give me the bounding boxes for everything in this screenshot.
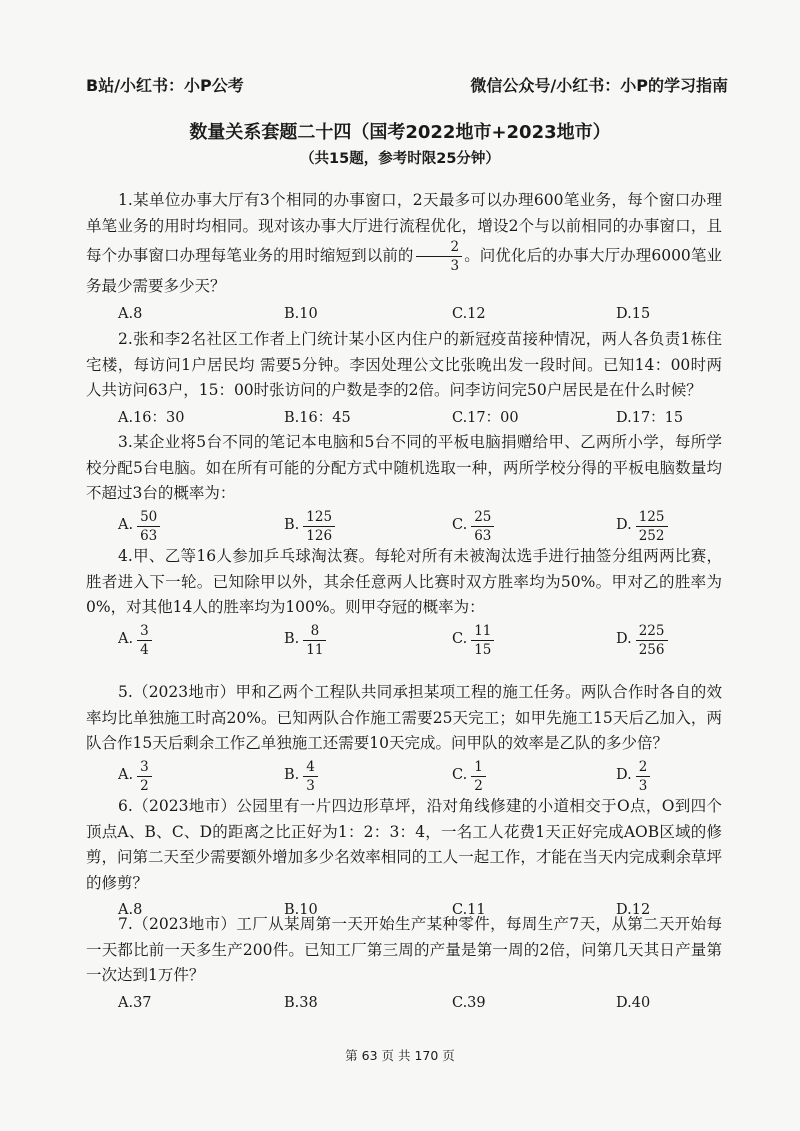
header-left: B站/小红书：小P公考 xyxy=(86,76,244,95)
options-row xyxy=(86,623,722,667)
option-a[interactable]: A.16：30 xyxy=(118,409,185,426)
question-7 xyxy=(86,912,722,1019)
option-b[interactable]: B.38 xyxy=(284,994,318,1011)
question-stem: 2.张和李2名社区工作者上门统计某小区内住户的新冠疫苗接种情况，两人各负责1栋住宅楼，每访问1户居民均 需要5分钟。李因处理公文比张晚出发一段时间。已知14：00时两人共访问63户，15：00时张访问的户数是李的2倍。问李访问完50户居民是在什么时候？ xyxy=(86,330,722,399)
question-stem: 6.（2023地市）公园里有一片四边形草坪，沿对角线修建的小道相交于O点，O到四个顶点A、B、C、D的距离之比正好为1：2：3：4，一名工人花费1天正好完成AOB区域的修剪，问第二天至少需要额外增加多少名效率相同的工人一起工作，才能在当天内完成剩余草坪的修剪？ xyxy=(86,797,722,892)
option-b[interactable]: B. $\frac{4}{3}$ xyxy=(284,759,320,794)
question-6 xyxy=(86,794,722,926)
options-row xyxy=(86,302,722,330)
option-a[interactable]: A. $\frac{3}{2}$ xyxy=(118,759,154,794)
question-4 xyxy=(86,544,722,667)
option-c[interactable]: C. $\frac{11}{15}$ xyxy=(452,623,496,658)
option-a[interactable]: A. $\frac{3}{4}$ xyxy=(118,623,154,658)
option-d[interactable]: D. $\frac{125}{252}$ xyxy=(616,509,670,544)
option-b[interactable]: B.16：45 xyxy=(284,409,351,426)
option-d[interactable]: D. $\frac{225}{256}$ xyxy=(616,623,670,658)
option-c[interactable]: C. $\frac{1}{2}$ xyxy=(452,759,488,794)
question-stem: 7.（2023地市）工厂从某周第一天开始生产某种零件，每周生产7天，从第二天开始每一天都比前一天多生产200件。已知工厂第三周的产量是第一周的2倍，问第几天其日产量第一次达到1万件？ xyxy=(86,915,722,984)
option-c[interactable]: C.39 xyxy=(452,994,486,1011)
option-b[interactable]: B. $\frac{8}{11}$ xyxy=(284,623,328,658)
page-subtitle: （共15题，参考时限25分钟） xyxy=(300,151,500,167)
option-d[interactable]: D.17：15 xyxy=(616,409,684,426)
option-c[interactable]: C.12 xyxy=(452,305,486,322)
question-stem: 3.某企业将5台不同的笔记本电脑和5台不同的平板电脑捐赠给甲、乙两所小学，每所学校分配5台电脑。如在所有可能的分配方式中随机选取一种，两所学校分得的平板电脑数量均不超过3台的概率为： xyxy=(86,433,722,502)
question-stem: 5.（2023地市）甲和乙两个工程队共同承担某项工程的施工任务。两队合作时各自的效率均比单独施工时高20%。已知两队合作施工需要25天完工；如甲先施工15天后乙加入，两队合作15天后剩余工作乙单独施工还需要10天完成。问甲队的效率是乙队的多少倍？ xyxy=(86,683,722,752)
question-stem: 4.甲、乙等16人参加乒乓球淘汰赛。每轮对所有未被淘汰选手进行抽签分组两两比赛，胜者进入下一轮。已知除甲以外，其余任意两人比赛时双方胜率均为50%。甲对乙的胜率为0%，对其他14人的胜率均为100%。则甲夺冠的概率为： xyxy=(86,547,722,616)
option-a[interactable]: A.8 xyxy=(118,902,143,918)
question-1 xyxy=(86,188,722,330)
option-a[interactable]: A.8 xyxy=(118,305,143,322)
question-5 xyxy=(86,680,722,803)
option-c[interactable]: C.11 xyxy=(452,902,486,918)
question-stem: 1.某单位办事大厅有3个相同的办事窗口，2天最多可以办理600笔业务，每个窗口办理单笔业务的用时均相同。现对该办事大厅进行流程优化，增设2个与以前相同的办事窗口，且每个办事窗口办理每笔业务的用时缩短到以前的 $\frac{2}{3}$ 。问优化后的办事大厅办理6000笔业务最少需要多少天？ xyxy=(86,191,722,295)
question-2 xyxy=(86,327,722,434)
options-row xyxy=(86,991,722,1019)
option-b[interactable]: B.10 xyxy=(284,305,318,322)
option-d[interactable]: D.40 xyxy=(616,994,651,1011)
option-d[interactable]: D.15 xyxy=(616,305,651,322)
page-number: 第 63 页 共 170 页 xyxy=(345,1048,455,1063)
header-right: 微信公众号/小红书：小P的学习指南 xyxy=(470,76,728,95)
option-d[interactable]: D. $\frac{2}{3}$ xyxy=(616,759,652,794)
page-title: 数量关系套题二十四（国考2022地市+2023地市） xyxy=(189,122,611,143)
option-c[interactable]: C. $\frac{25}{63}$ xyxy=(452,509,496,544)
option-d[interactable]: D.12 xyxy=(616,902,651,918)
stem-fraction: $\frac{2}{3}$ xyxy=(416,239,463,274)
option-b[interactable]: B.10 xyxy=(284,902,318,918)
option-a[interactable]: A. $\frac{50}{63}$ xyxy=(118,509,162,544)
option-c[interactable]: C.17：00 xyxy=(452,409,519,426)
question-3 xyxy=(86,430,722,553)
option-a[interactable]: A.37 xyxy=(118,994,152,1011)
option-b[interactable]: B. $\frac{125}{126}$ xyxy=(284,509,337,544)
